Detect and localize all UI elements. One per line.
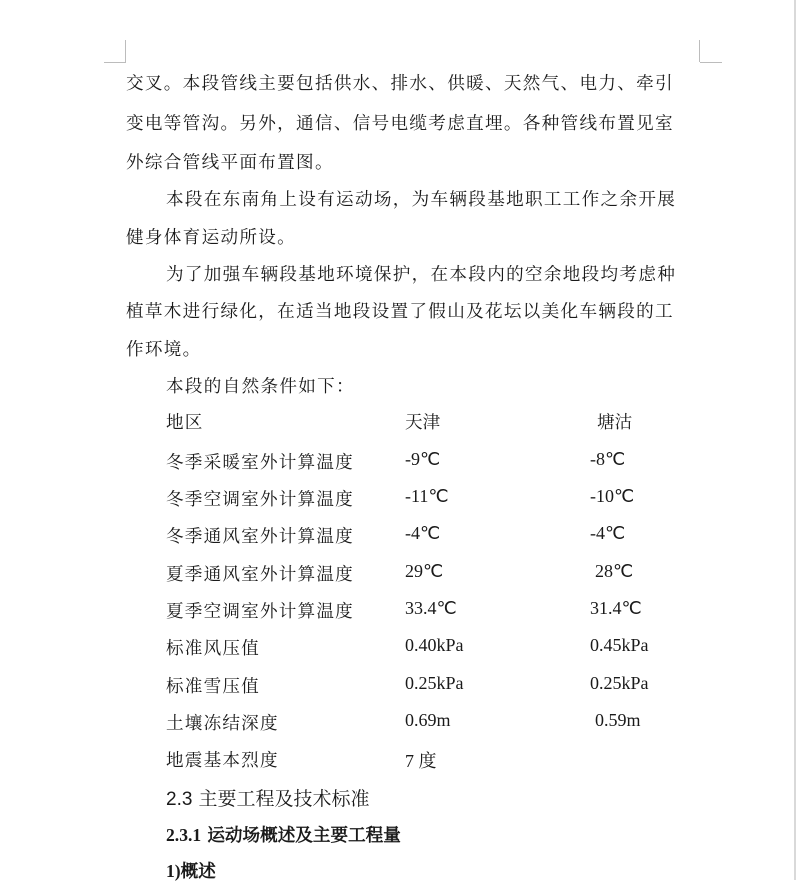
table-row [0,673,796,703]
paragraph-line: 本段的自然条件如下： [166,377,355,397]
value-tianjin: 29℃ [405,561,444,581]
value-tanggu: -10℃ [590,486,635,506]
subsection-title: 运动场概述及主要工程量 [207,825,401,846]
value-tianjin: 7 度 [405,751,437,771]
item-heading [166,858,216,883]
paragraph-line: 植草木进行绿化，在适当地段设置了假山及花坛以美化车辆段的工 [126,302,674,322]
crop-mark-top-right [700,62,722,63]
subsection-number: 2.3.1 [166,825,202,845]
value-tanggu: -4℃ [590,523,626,543]
paragraph-line: 作环境。 [126,340,202,360]
table-row [0,523,796,553]
value-tanggu: 0.25kPa [590,673,649,693]
value-tianjin: -9℃ [405,449,441,469]
value-tanggu: 28℃ [595,561,634,581]
row-label: 夏季空调室外计算温度 [166,602,354,622]
value-tianjin: 0.25kPa [405,673,464,693]
crop-mark-top-left [125,40,126,62]
row-label: 标准雪压值 [166,677,260,697]
crop-mark-top-right [699,40,700,62]
section-number: 2.3 [166,789,193,810]
row-label: 冬季空调室外计算温度 [166,490,354,510]
row-label: 夏季通风室外计算温度 [166,565,354,585]
paragraph-line: 外综合管线平面布置图。 [126,153,334,173]
table-row [0,449,796,479]
table-row [0,710,796,740]
table-row [0,635,796,665]
value-tianjin: 0.40kPa [405,635,464,655]
value-tanggu: 0.59m [595,710,641,730]
value-tianjin: 33.4℃ [405,598,457,618]
paragraph-line: 本段在东南角上设有运动场，为车辆段基地职工工作之余开展 [166,190,677,210]
paragraph-line: 为了加强车辆段基地环境保护，在本段内的空余地段均考虑种 [166,265,677,285]
value-tianjin: -4℃ [405,523,441,543]
row-label: 土壤冻结深度 [166,714,279,734]
row-label: 地震基本烈度 [166,751,279,771]
crop-mark-top-left [104,62,126,63]
subsection-heading [166,822,401,847]
section-heading [166,784,369,811]
column-header-tanggu: 塘沽 [597,413,633,433]
item-number: 1) [166,861,181,881]
value-tanggu: 0.45kPa [590,635,649,655]
paragraph-line: 交叉。本段管线主要包括供水、排水、供暖、天然气、电力、牵引 [126,74,674,94]
row-label: 冬季通风室外计算温度 [166,527,354,547]
paragraph-line: 健身体育运动所设。 [126,228,297,248]
section-title: 主要工程及技术标准 [198,788,370,810]
value-tanggu: 31.4℃ [590,598,642,618]
value-tanggu: -8℃ [590,449,626,469]
item-title: 概述 [180,861,216,882]
table-row [0,747,796,777]
column-header-region: 地区 [166,413,204,433]
value-tianjin: 0.69m [405,710,451,730]
table-row [0,598,796,628]
table-row [0,561,796,591]
table-header-row [0,409,796,439]
row-label: 标准风压值 [166,639,260,659]
value-tianjin: -11℃ [405,486,449,506]
table-row [0,486,796,516]
column-header-tianjin: 天津 [405,413,441,433]
paragraph-line: 变电等管沟。另外，通信、信号电缆考虑直埋。各种管线布置见室 [126,114,674,134]
row-label: 冬季采暖室外计算温度 [166,453,354,473]
